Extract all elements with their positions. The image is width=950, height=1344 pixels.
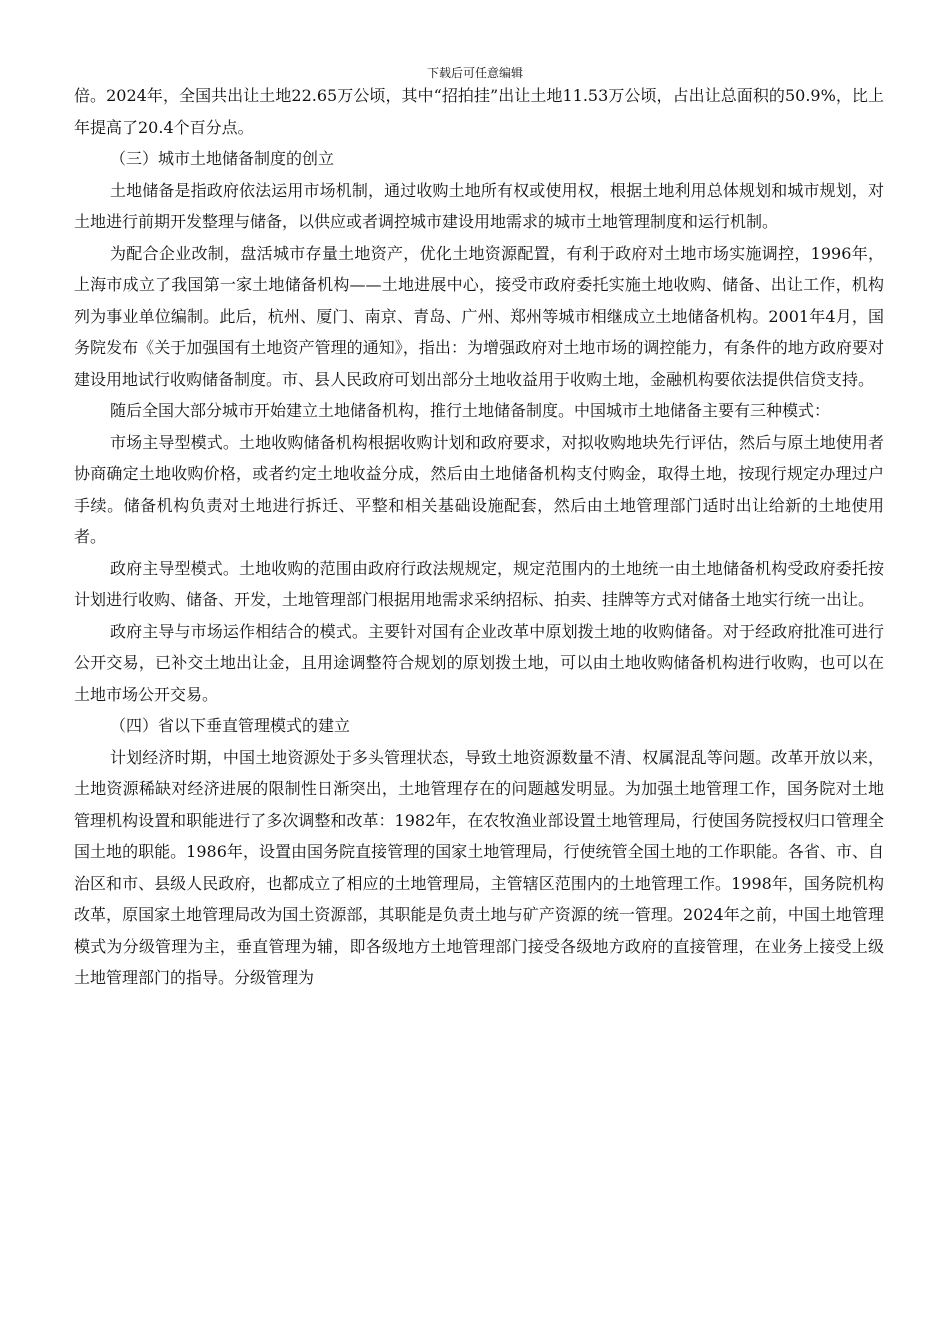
section-heading-3: （三）城市土地储备制度的创立	[110, 149, 335, 168]
page-header: 下载后可任意编辑	[426, 66, 523, 80]
paragraph-definition: 土地储备是指政府依法运用市场机制，通过收购土地所有权或使用权，根据土地利用总体规划和城市规划，对土地进行前期开发整理与储备，以供应或者调控城市建设用地需求的城市土地管理制度和运行机制。	[74, 180, 884, 231]
paragraph-government-mode: 政府主导型模式。土地收购的范围由政府行政法规规定，规定范围内的土地统一由土地储备机构受政府委托按计划进行收购、储备、开发，土地管理部门根据用地需求采纳招标、拍卖、挂牌等方式对储备土地实行统一出让。	[74, 558, 884, 609]
paragraph-history: 为配合企业改制，盘活城市存量土地资产，优化土地资源配置，有利于政府对土地市场实施调控，1996年，上海市成立了我国第一家土地储备机构——土地进展中心，接受市政府委托实施土地收购、储备、出让工作，机构列为事业单位编制。此后，杭州、厦门、南京、青岛、广州、郑州等城市相继成立土地储备机构。2001年4月，国务院发布《关于加强国有土地资产管理的通知》，指出：为增强政府对土地市场的调控能力，有条件的地方政府要对建设用地试行收购储备制度。市、县人民政府可划出部分土地收益用于收购土地，金融机构要依法提供信贷支持。	[74, 243, 884, 389]
paragraph-market-mode: 市场主导型模式。土地收购储备机构根据收购计划和政府要求，对拟收购地块先行评估，然后与原土地使用者协商确定土地收购价格，或者约定土地收益分成，然后由土地储备机构支付购金，取得土地，按现行规定办理过户手续。储备机构负责对土地进行拆迁、平整和相关基础设施配套，然后由土地管理部门适时出让给新的土地使用者。	[74, 432, 884, 546]
document-body	[74, 80, 884, 994]
paragraph-continuation: 倍。2024年，全国共出让土地22.65万公顷，其中“招拍挂”出让土地11.53万公顷，占出让总面积的50.9%，比上年提高了20.4个百分点。	[74, 86, 884, 137]
paragraph-combined-mode: 政府主导与市场运作相结合的模式。主要针对国有企业改革中原划拨土地的收购储备。对于经政府批准可进行公开交易，已补交土地出让金，且用途调整符合规划的原划拨土地，可以由土地收购储备机构进行收购，也可以在土地市场公开交易。	[74, 621, 884, 704]
paragraph-vertical-management: 计划经济时期，中国土地资源处于多头管理状态，导致土地资源数量不清、权属混乱等问题。改革开放以来，土地资源稀缺对经济进展的限制性日渐突出，土地管理存在的问题越发明显。为加强土地管理工作，国务院对土地管理机构设置和职能进行了多次调整和改革：1982年，在农牧渔业部设置土地管理局，行使国务院授权归口管理全国土地的职能。1986年，设置由国务院直接管理的国家土地管理局，行使统管全国土地的工作职能。各省、市、自治区和市、县级人民政府，也都成立了相应的土地管理局，主管辖区范围内的土地管理工作。1998年，国务院机构改革，原国家土地管理局改为国土资源部，其职能是负责土地与矿产资源的统一管理。2024年之前，中国土地管理模式为分级管理为主，垂直管理为辅，即各级地方土地管理部门接受各级地方政府的直接管理，在业务上接受上级土地管理部门的指导。分级管理为	[74, 747, 884, 987]
paragraph-modes-intro: 随后全国大部分城市开始建立土地储备机构，推行土地储备制度。中国城市土地储备主要有三种模式：	[110, 401, 831, 420]
section-heading-4: （四）省以下垂直管理模式的建立	[110, 716, 351, 735]
